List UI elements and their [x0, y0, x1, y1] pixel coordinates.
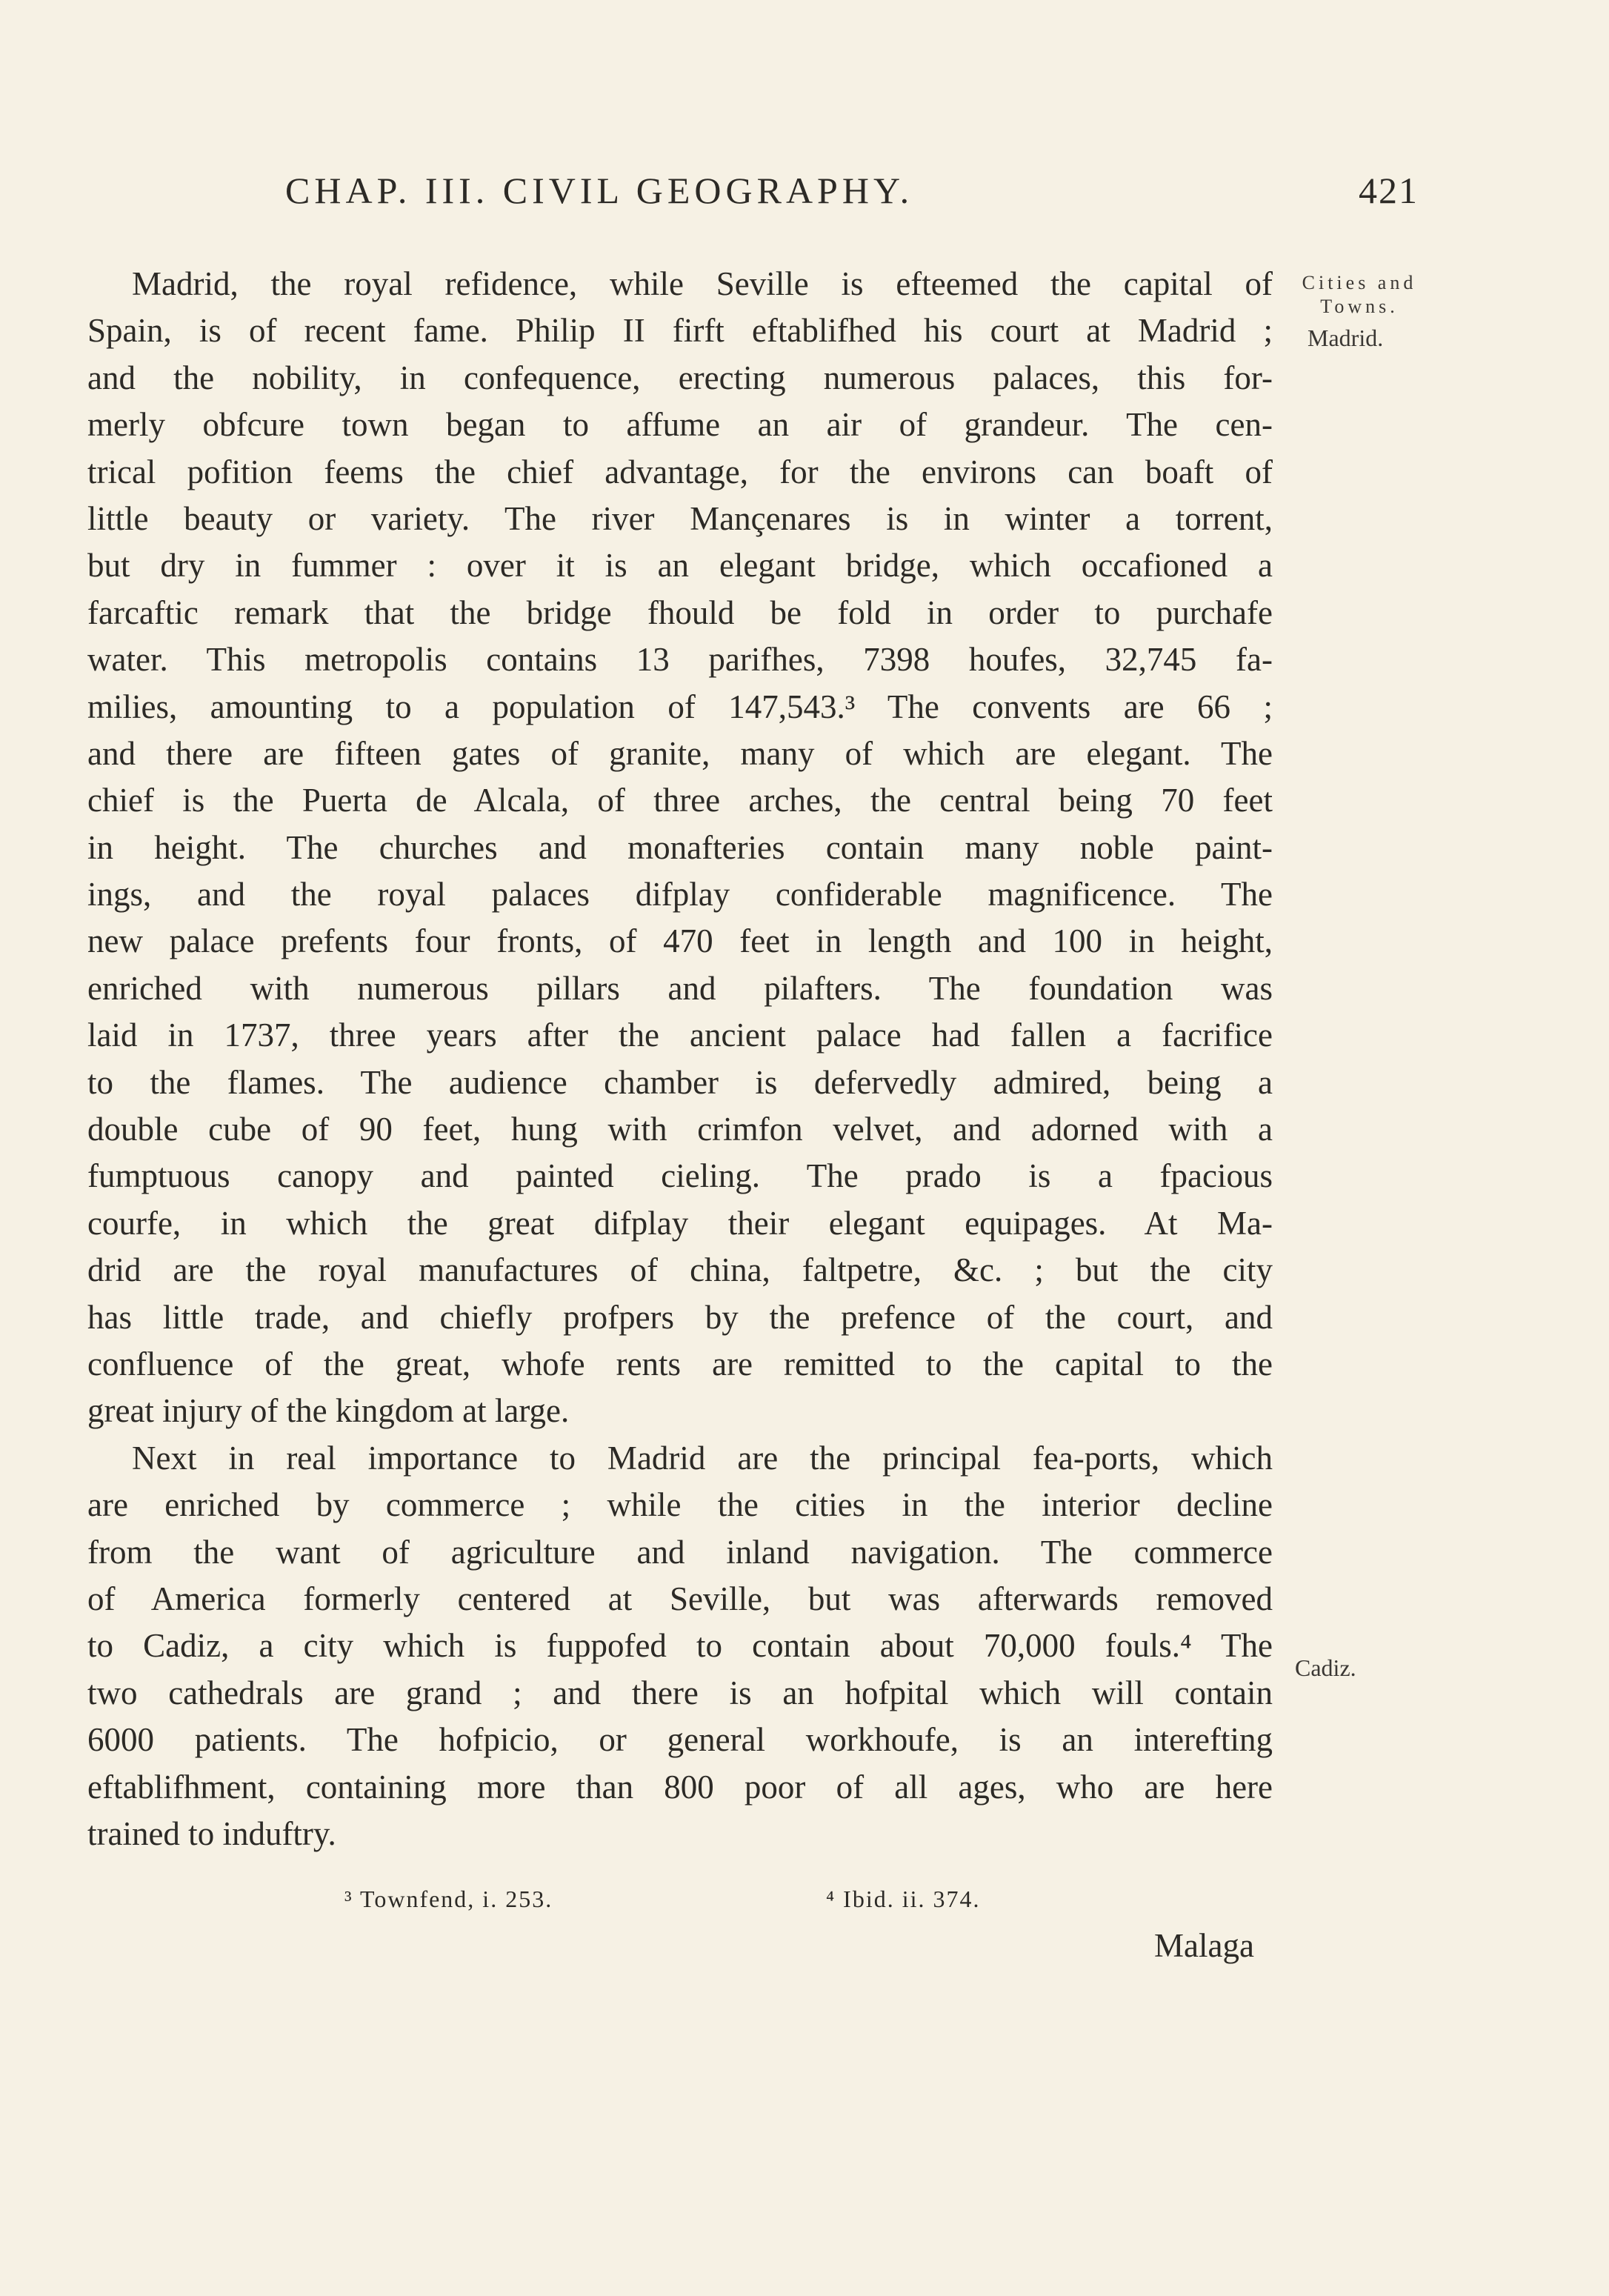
text-line: laid in 1737, three years after the ancient palace had fallen a facrifice	[87, 1016, 1273, 1054]
text-line: new palace prefents four fronts, of 470 feet in length and 100 in height,	[87, 922, 1273, 960]
text-line: two cathedrals are grand ; and there is an hofpital which will contain	[87, 1674, 1273, 1711]
running-head	[285, 169, 1419, 228]
footnote-4: ⁴ Ibid. ii. 374.	[826, 1886, 981, 1912]
text-line: water. This metropolis contains 13 parifhes, 7398 houfes, 32,745 fa-	[87, 641, 1273, 679]
body-text	[87, 261, 1273, 1857]
text-line: and the nobility, in confequence, erecting numerous palaces, this for-	[87, 359, 1273, 396]
text-line: trical pofition feems the chief advantage, for the environs can boaft of	[87, 453, 1273, 490]
text-line: merly obfcure town began to affume an air of grandeur. The cen-	[87, 406, 1273, 444]
text-line: chief is the Puerta de Alcala, of three arches, the central being 70 feet	[87, 782, 1273, 819]
margin-note-cities-and-towns	[1278, 271, 1441, 319]
text-line: great injury of the kingdom at large.	[87, 1392, 570, 1430]
text-line: farcaftic remark that the bridge fhould be fold in order to purchafe	[87, 593, 1273, 631]
text-line: drid are the royal manufactures of china, faltpetre, &c. ; but the city	[87, 1251, 1273, 1289]
text-line: Spain, is of recent fame. Philip II firft eftablifhed his court at Madrid ;	[87, 312, 1273, 350]
text-line: trained to induftry.	[87, 1814, 336, 1852]
text-line: milies, amounting to a population of 147,543.³ The convents are 66 ;	[87, 688, 1273, 725]
margin-note-cadiz: Cadiz.	[1295, 1654, 1356, 1681]
margin-note-section-heading: Cities and Towns.	[1302, 272, 1417, 317]
footnotes	[344, 1886, 1085, 1923]
text-line: but dry in fummer : over it is an elegant bridge, which occafioned a	[87, 547, 1273, 585]
text-line: has little trade, and chiefly profpers by the prefence of the court, and	[87, 1298, 1273, 1336]
text-line: and there are fifteen gates of granite, many of which are elegant. The	[87, 734, 1273, 772]
text-line: are enriched by commerce ; while the cities in the interior decline	[87, 1486, 1273, 1524]
text-line: to the flames. The audience chamber is defervedly admired, being a	[87, 1063, 1273, 1101]
text-line: courfe, in which the great difplay their elegant equipages. At Ma-	[87, 1204, 1273, 1242]
page-number: 421	[1359, 170, 1419, 211]
text-line: of America formerly centered at Seville, but was afterwards removed	[87, 1580, 1273, 1617]
text-line: double cube of 90 feet, hung with crimfon velvet, and adorned with a	[87, 1111, 1273, 1148]
text-line: in height. The churches and monafteries contain many noble paint-	[87, 828, 1273, 866]
text-line: ings, and the royal palaces difplay confiderable magnificence. The	[87, 876, 1273, 914]
text-line: fumptuous canopy and painted cieling. The prado is a fpacious	[87, 1157, 1273, 1195]
text-line: 6000 patients. The hofpicio, or general workhoufe, is an interefting	[87, 1721, 1273, 1759]
footnote-3: ³ Townfend, i. 253.	[344, 1886, 553, 1912]
text-line: little beauty or variety. The river Mançenares is in winter a torrent,	[87, 499, 1273, 537]
text-line: enriched with numerous pillars and pilafters. The foundation was	[87, 969, 1273, 1007]
catchword: Malaga	[1154, 1927, 1254, 1964]
running-title: CHAP. III. CIVIL GEOGRAPHY.	[285, 170, 914, 211]
text-line: Madrid, the royal refidence, while Seville is efteemed the capital of	[132, 265, 1273, 302]
text-line: eftablifhment, containing more than 800 poor of all ages, who are here	[87, 1768, 1273, 1806]
text-line: from the want of agriculture and inland navigation. The commerce	[87, 1533, 1273, 1571]
text-line: to Cadiz, a city which is fuppofed to contain about 70,000 fouls.⁴ The	[87, 1627, 1273, 1665]
text-line: Next in real importance to Madrid are the principal fea-ports, which	[132, 1439, 1273, 1477]
margin-note-madrid: Madrid.	[1307, 325, 1384, 351]
text-line: confluence of the great, whofe rents are remitted to the capital to the	[87, 1345, 1273, 1382]
